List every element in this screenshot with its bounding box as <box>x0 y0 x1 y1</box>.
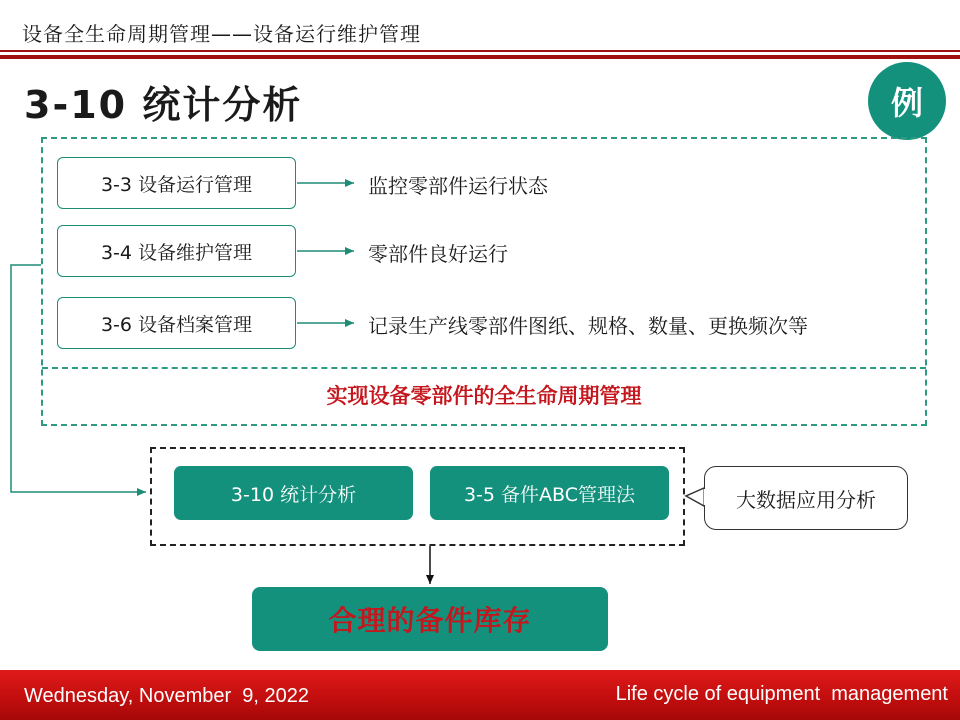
page-title: 3-10 统计分析 <box>24 83 303 127</box>
summary-text: 实现设备零部件的全生命周期管理 <box>326 384 642 408</box>
callout-pointer <box>686 488 704 506</box>
big-data-callout: 大数据应用分析 <box>704 466 908 530</box>
module-desc-3-6: 记录生产线零部件图纸、规格、数量、更换频次等 <box>368 314 808 338</box>
module-box-3-4: 3-4 设备维护管理 <box>57 225 296 277</box>
module-box-3-3: 3-3 设备运行管理 <box>57 157 296 209</box>
result-box: 合理的备件库存 <box>252 587 608 651</box>
statistics-analysis-box: 3-10 统计分析 <box>174 466 413 520</box>
module-desc-3-4: 零部件良好运行 <box>368 242 508 266</box>
footer-date: Wednesday, November 9, 2022 <box>24 685 309 707</box>
module-desc-3-3: 监控零部件运行状态 <box>368 174 548 198</box>
example-badge: 例 <box>868 62 946 140</box>
arrow-modules-to-analysis <box>11 265 146 492</box>
abc-management-box: 3-5 备件ABC管理法 <box>430 466 669 520</box>
footer-tagline: Life cycle of equipment management <box>615 683 948 705</box>
module-box-3-6: 3-6 设备档案管理 <box>57 297 296 349</box>
header-title: 设备全生命周期管理——设备运行维护管理 <box>22 22 421 46</box>
